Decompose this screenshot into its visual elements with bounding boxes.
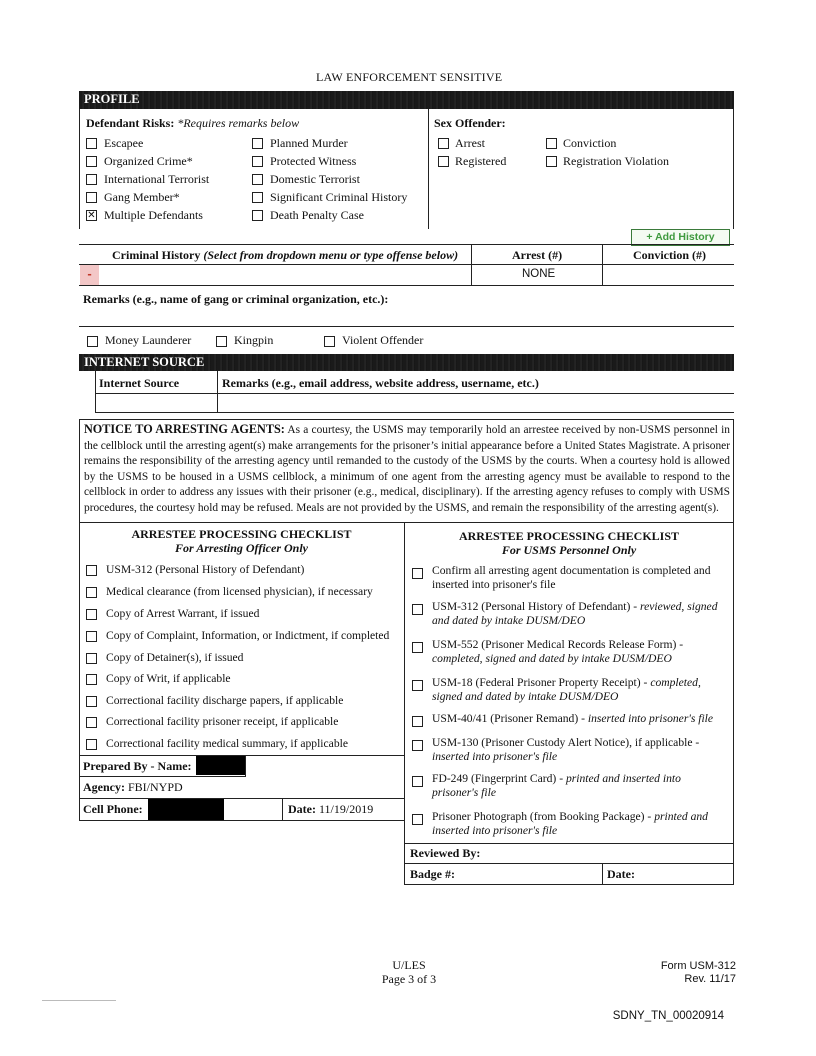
classification-header: LAW ENFORCEMENT SENSITIVE [316,70,503,84]
risk-label-international-terrorist: International Terrorist [104,172,210,186]
arresting-officer-checkbox[interactable] [86,565,97,576]
usms-checkbox[interactable] [412,814,423,825]
risk-checkbox-death-penalty-case[interactable] [252,210,263,221]
conviction-header: Conviction (#) [633,248,706,262]
defendant-risks-heading [86,116,299,131]
sex-offender-checkbox-registration-violation[interactable] [546,156,557,167]
arresting-officer-item-label: Copy of Writ, if applicable [106,672,231,685]
risk-label-gang-member: Gang Member* [104,190,180,204]
defendant-risks-note: *Requires remarks below [177,116,300,130]
profile-section-title: PROFILE [84,92,140,106]
usms-item-label [432,810,730,838]
arrest-count[interactable]: NONE [522,268,556,280]
criminal-history-header-rule [79,264,734,265]
arresting-officer-item-label: USM-312 (Personal History of Defendant) [106,563,305,576]
usms-checkbox[interactable] [412,716,423,727]
prepared-by-label: Prepared By - Name: [83,759,192,773]
date-divider [282,798,283,821]
risk-checkbox-multiple-defendants[interactable]: ✕ [87,210,96,221]
footer-revision: Rev. 11/17 [684,973,736,985]
notice-title: NOTICE TO ARRESTING AGENTS: [84,422,285,436]
usms-checkbox[interactable] [412,568,423,579]
cell-phone-redaction [148,799,224,820]
usms-item-main: USM-18 (Federal Prisoner Property Receipt) - [432,676,651,689]
left-checklist-subtitle: For Arresting Officer Only [174,541,308,555]
usms-item-note: inserted into prisoner's file [587,712,714,725]
risk-checkbox-escapee[interactable] [86,138,97,149]
arresting-officer-checkbox[interactable] [86,587,97,598]
sex-offender-checkbox-registered[interactable] [438,156,449,167]
risk-label-planned-murder: Planned Murder [270,136,348,150]
profile-border-right [733,109,734,229]
usms-item-main: USM-312 (Personal History of Defendant) - [432,600,641,613]
arresting-officer-checkbox[interactable] [86,717,97,728]
internet-source-header: Internet Source [99,376,180,390]
usms-item-main: FD-249 (Fingerprint Card) - [432,772,566,785]
profile-divider [428,109,429,229]
notice-text: As a courtesy, the USMS may temporarily hold an arrestee received by non-USMS personnel in the cellblock until the arresting agent(s) make arrangements for the prisoner’s initial appearance before a United States Magistrate. A prisoner remains the responsibility of the arresting agency until remanded to the custody of the USMS by the courts. When a courtesy hold is allowed by the USMS to be housed in a USMS cellblock, a minimum of one agent from the arresting agency must be available to respond to the cellblock in order to address any issues with their prisoner (e.g., medical, disciplinary). If the arresting agency refuses to comply with USMS procedures, the courtesy hold may be refused. Meals are not provided by the USMS, and remain the responsibility of the arresting agent(s). [84,424,731,514]
usms-item-main: USM-130 (Prisoner Custody Alert Notice), if applicable - [432,736,700,749]
arresting-officer-item-label: Correctional facility prisoner receipt, if applicable [106,715,339,728]
profile-section-bar [79,91,734,109]
risk-label-escapee: Escapee [104,136,144,150]
cell-phone-label: Cell Phone: [83,802,143,816]
criminal-history-bottom-rule [79,285,734,286]
usms-item-main: Prisoner Photograph (from Booking Package) - [432,810,655,823]
reviewed-rule-top [404,843,734,844]
arrest-col-divider [471,244,472,286]
internet-col-divider [217,371,218,413]
remove-offense-button[interactable]: - [80,265,99,285]
risk-checkbox-planned-murder[interactable] [252,138,263,149]
risk-checkbox-significant-criminal-history[interactable] [252,192,263,203]
usms-item-label [432,600,730,628]
prepared-rule-divider [245,755,246,777]
arresting-officer-checkbox[interactable] [86,696,97,707]
sex-offender-label-conviction: Conviction [563,136,617,150]
internet-section-title: INTERNET SOURCE [84,355,205,369]
sex-offender-checkbox-conviction[interactable] [546,138,557,149]
reviewed-rule-mid [404,863,734,864]
arresting-officer-checkbox[interactable] [86,674,97,685]
agency-value[interactable]: FBI/NYPD [128,780,183,794]
flag-label-kingpin: Kingpin [234,333,274,347]
usms-checkbox[interactable] [412,680,423,691]
footer-page-number: Page 3 of 3 [381,972,437,986]
usms-item-note: completed, signed and dated by intake DUSM/DEO [432,676,701,703]
internet-remarks-header: Remarks (e.g., email address, website address, username, etc.) [222,376,539,390]
prepared-date-label: Date: [288,802,316,816]
usms-item-label [432,712,730,726]
prepared-date-value[interactable]: 11/19/2019 [318,802,374,816]
footer-form-id: Form USM-312 [660,960,736,972]
usms-item-label [432,736,730,764]
prepared-by-name-redaction [196,756,245,775]
agency-field [83,780,183,795]
usms-item-note: reviewed, signed and dated by intake DUSM/DEO [432,600,718,627]
risk-checkbox-gang-member[interactable] [86,192,97,203]
risk-checkbox-domestic-terrorist[interactable] [252,174,263,185]
right-checklist-title: ARRESTEE PROCESSING CHECKLIST [458,529,680,543]
risk-label-protected-witness: Protected Witness [270,154,357,168]
usms-checkbox[interactable] [412,642,423,653]
usms-item-main: Confirm all arresting agent documentation is completed and inserted into prisoner's file [432,564,711,591]
usms-checkbox[interactable] [412,776,423,787]
arresting-officer-checkbox[interactable] [86,653,97,664]
sex-offender-label-registered: Registered [455,154,507,168]
prepared-date-field [288,802,373,817]
arresting-officer-item-label: Medical clearance (from licensed physician), if necessary [106,585,373,598]
sex-offender-label-registration-violation: Registration Violation [563,154,670,168]
risk-checkbox-international-terrorist[interactable] [86,174,97,185]
usms-item-label [432,564,730,592]
right-checklist-border-left-lower [404,821,405,885]
flag-label-money-launderer: Money Launderer [105,333,192,347]
usms-item-label [432,676,730,704]
profile-border-left [79,109,80,229]
agency-rule [79,798,405,799]
left-checklist-border-right [404,523,405,821]
usms-item-note: completed, signed and dated by intake DUSM/DEO [432,652,672,665]
sex-offender-label: Sex Offender: [434,116,506,130]
right-checklist-border-right [733,523,734,885]
criminal-history-hint: (Select from dropdown menu or type offense below) [203,248,459,262]
flag-label-violent-offender: Violent Offender [342,333,424,347]
footer-stray-rule [42,1000,116,1001]
risk-checkbox-organized-crime[interactable] [86,156,97,167]
internet-bottom-rule [95,412,734,413]
usms-checkbox[interactable] [412,604,423,615]
footer-classification: U/LES [392,958,426,972]
badge-label: Badge #: [410,867,455,881]
usms-item-label [432,638,730,666]
arresting-officer-item-label: Copy of Arrest Warrant, if issued [106,607,260,620]
right-checklist-bottom [404,884,734,885]
conviction-col-divider [602,244,603,286]
sex-offender-label-arrest: Arrest [455,136,485,150]
left-checklist-bottom [79,820,405,821]
risk-checkbox-protected-witness[interactable] [252,156,263,167]
criminal-history-top-rule [79,244,734,245]
arresting-officer-checkbox[interactable] [86,609,97,620]
usms-item-note: inserted into prisoner's file [432,750,558,763]
bates-number: SDNY_TN_00020914 [612,1010,724,1022]
flag-checkbox-money-launderer[interactable] [87,336,98,347]
right-checklist-subtitle: For USMS Personnel Only [501,543,637,557]
usms-item-main: USM-40/41 (Prisoner Remand) - [432,712,588,725]
usms-checkbox[interactable] [412,740,423,751]
remarks-rule [79,326,734,327]
risk-label-domestic-terrorist: Domestic Terrorist [270,172,360,186]
badge-divider [602,863,603,885]
internet-col-left [95,371,96,413]
criminal-history-header [112,248,458,263]
left-checklist-title: ARRESTEE PROCESSING CHECKLIST [131,527,352,541]
risk-label-significant-criminal-history: Significant Criminal History [270,190,408,204]
internet-section-bar [79,354,734,371]
reviewed-by-label: Reviewed By: [410,846,481,860]
arresting-officer-checkbox[interactable] [86,739,97,750]
internet-header-rule [95,393,734,394]
sex-offender-checkbox-arrest[interactable] [438,138,449,149]
flag-checkbox-violent-offender[interactable] [324,336,335,347]
arresting-officer-item-label: Copy of Detainer(s), if issued [106,651,244,664]
usms-item-label [432,772,730,800]
arresting-officer-item-label: Copy of Complaint, Information, or Indictment, if completed [106,629,390,642]
defendant-risks-label: Defendant Risks: [86,116,175,130]
usms-item-main: USM-552 (Prisoner Medical Records Release Form) - [432,638,684,651]
flag-checkbox-kingpin[interactable] [216,336,227,347]
reviewed-date-label: Date: [607,867,635,881]
arresting-officer-checkbox[interactable] [86,631,97,642]
arresting-officer-item-label: Correctional facility discharge papers, if applicable [106,694,344,707]
agency-label: Agency: [83,780,125,794]
criminal-history-label: Criminal History [112,248,201,262]
remarks-label: Remarks (e.g., name of gang or criminal organization, etc.): [83,292,389,306]
add-history-button[interactable]: + Add History [631,229,730,246]
usms-item-note: printed and inserted into prisoner's file [432,810,708,837]
arresting-officer-item-label: Correctional facility medical summary, if applicable [106,737,348,750]
arrest-header: Arrest (#) [512,248,563,262]
usms-item-note: printed and inserted into prisoner's file [432,772,681,799]
risk-label-organized-crime: Organized Crime* [104,154,193,168]
risk-label-death-penalty-case: Death Penalty Case [270,208,364,222]
risk-label-multiple-defendants: Multiple Defendants [104,208,203,222]
notice-paragraph [84,422,730,516]
prepared-rule-mid [79,776,245,777]
